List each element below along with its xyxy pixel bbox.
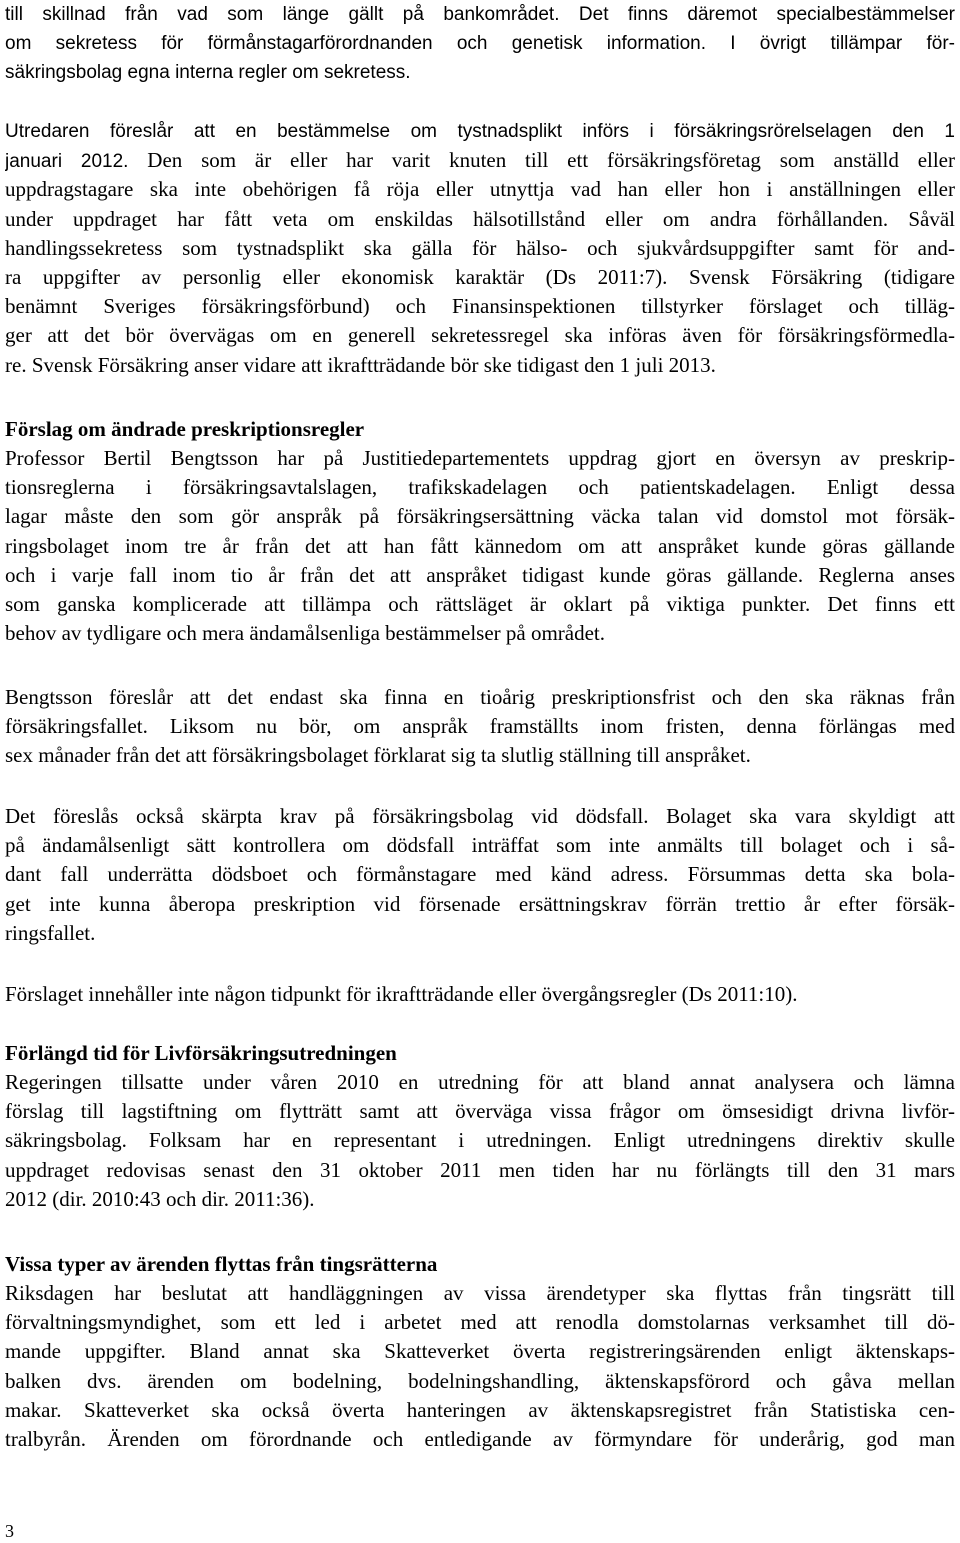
text-line: makar. Skatteverket ska också överta hanteringen av äktenskapsregistret från Statistiska cen- bbox=[5, 1397, 955, 1422]
text-line: Det föreslås också skärpta krav på försäkringsbolag vid dödsfall. Bolaget ska vara skyldigt att bbox=[5, 804, 955, 828]
text-run: Den som är eller har varit knuten till ett försäkringsföretag som anställd eller bbox=[147, 148, 955, 173]
text-line: förslag till lagstiftning om flytträtt samt att överväga vissa frågor om ömsesidigt drivna livför- bbox=[5, 1099, 955, 1124]
text-line: Förslaget innehåller inte någon tidpunkt för ikraftträdande eller övergångsregler (Ds 2011:10). bbox=[5, 982, 798, 1006]
text-line: tionsreglerna i försäkringsavtalslagen, trafikskadelagen och patientskadelagen. Enligt dessa bbox=[5, 475, 955, 500]
heading-text: Förlängd tid för Livförsäkringsutredningen bbox=[5, 1041, 397, 1065]
text-line: ger att det bör övervägas om en generell sekretessregel ska införas även för försäkringsförmedla- bbox=[5, 323, 955, 348]
text-line: uppdragstagare ska inte obehörigen få röja eller utnyttja vad han eller hon i anställningen eller bbox=[5, 177, 955, 202]
section-heading bbox=[5, 1250, 955, 1279]
text-line: handlingssekretess som tystnadsplikt ska gälla för hälso- och sjukvårdsuppgifter samt för and- bbox=[5, 235, 955, 260]
text-line: behov av tydligare och mera ändamålsenliga bestämmelser på området. bbox=[5, 621, 606, 646]
text-line: tralbyrån. Ärenden om förordnande och entledigande av förmyndare för underårig, god man bbox=[5, 1426, 955, 1451]
paragraph bbox=[5, 0, 955, 88]
text-line: Bengtsson föreslår att det endast ska finna en tioårig preskriptionsfrist och den ska räknas från bbox=[5, 685, 955, 709]
text-line: säkringsbolag. Folksam har en representant i utredningen. Enligt utredningens direktiv skulle bbox=[5, 1128, 955, 1153]
text-line: som ganska komplicerade att tillämpa och rättsläget är oklart på viktiga punkter. Det finns ett bbox=[5, 591, 955, 616]
text-line: ringsfallet. bbox=[5, 920, 96, 945]
text-line bbox=[5, 146, 955, 175]
text-line: sex månader från det att försäkringsbolaget förklarat sig ta slutlig ställning till anspråket. bbox=[5, 743, 751, 768]
text-line: på ändamålsenligt sätt kontrollera om dödsfall inträffat som inte anmälts till bolaget och i så- bbox=[5, 833, 955, 858]
paragraph bbox=[5, 444, 955, 648]
paragraph bbox=[5, 1068, 955, 1214]
text-line: försäkringsfallet. Liksom nu bör, om anspråk framställts inom fristen, denna förlängas med bbox=[5, 714, 955, 739]
paragraph bbox=[5, 802, 955, 948]
paragraph bbox=[5, 980, 955, 1009]
text-line: under uppdraget har fått veta om enskildas hälsotillstånd eller om andra förhållanden. Såväl bbox=[5, 206, 955, 231]
text-run: januari 2012. bbox=[5, 151, 148, 173]
text-line: om sekretess för förmånstagarförordnanden och genetisk information. I övrigt tillämpar för- bbox=[5, 33, 955, 55]
paragraph bbox=[5, 683, 955, 771]
heading-text: Förslag om ändrade preskriptionsregler bbox=[5, 417, 365, 441]
text-line: Utredaren föreslår att en bestämmelse om tystnadsplikt införs i försäkringsrörelselagen den 1 bbox=[5, 121, 955, 142]
text-line: benämnt Sveriges försäkringsförbund) och Finansinspektionen tillstyrker förslaget och tilläg- bbox=[5, 294, 955, 319]
page-number: 3 bbox=[5, 1521, 14, 1541]
text-line: Professor Bertil Bengtsson har på Justitiedepartementets uppdrag gjort en översyn av preskrip- bbox=[5, 446, 955, 470]
text-line: och i varje fall inom tio år från det att anspråket tidigast kunde göras gällande. Reglerna anses bbox=[5, 562, 955, 587]
text-line: ringsbolaget inom tre år från det att han fått kännedom om att anspråket kunde göras gällande bbox=[5, 533, 955, 558]
paragraph bbox=[5, 117, 955, 380]
text-line: Riksdagen har beslutat att handläggningen av vissa ärendetyper ska flyttas från tingsrätt till bbox=[5, 1281, 955, 1305]
heading-text: Vissa typer av ärenden flyttas från tingsrätterna bbox=[5, 1252, 438, 1276]
text-line: mande uppgifter. Bland annat ska Skatteverket överta registreringsärenden enligt äktenskaps- bbox=[5, 1339, 955, 1364]
paragraph bbox=[5, 1279, 955, 1454]
text-line: re. Svensk Försäkring anser vidare att ikraftträdande bör ske tidigast den 1 juli 2013. bbox=[5, 352, 716, 377]
text-line: förvaltningsmyndighet, som ett led i arbetet med att renodla domstolarnas verksamhet till dö- bbox=[5, 1310, 955, 1335]
text-line: 2012 (dir. 2010:43 och dir. 2011:36). bbox=[5, 1186, 315, 1211]
text-line: ra uppgifter av personlig eller ekonomisk karaktär (Ds 2011:7). Svensk Försäkring (tidigare bbox=[5, 264, 955, 289]
text-line: dant fall underrätta dödsboet och förmånstagare med känd adress. Försummas detta ska bola- bbox=[5, 862, 955, 887]
text-line: uppdraget redovisas senast den 31 oktober 2011 men tiden har nu förlängts till den 31 mars bbox=[5, 1157, 955, 1182]
section-heading bbox=[5, 415, 955, 444]
text-line: till skillnad från vad som länge gällt på bankområdet. Det finns däremot specialbestämmelser bbox=[5, 4, 955, 25]
text-line: balken dvs. ärenden om bodelning, bodelningshandling, äktenskapsförord och gåva mellan bbox=[5, 1368, 955, 1393]
text-line: lagar måste den som gör anspråk på försäkringsersättning väcka talan vid domstol mot försäk- bbox=[5, 504, 955, 529]
text-line: get inte kunna åberopa preskription vid försenade ersättningskrav förrän trettio år efter försäk- bbox=[5, 891, 955, 916]
text-line: säkringsbolag egna interna regler om sekretess. bbox=[5, 62, 411, 84]
section-heading bbox=[5, 1039, 955, 1068]
text-line: Regeringen tillsatte under våren 2010 en utredning för att bland annat analysera och lämna bbox=[5, 1070, 955, 1094]
